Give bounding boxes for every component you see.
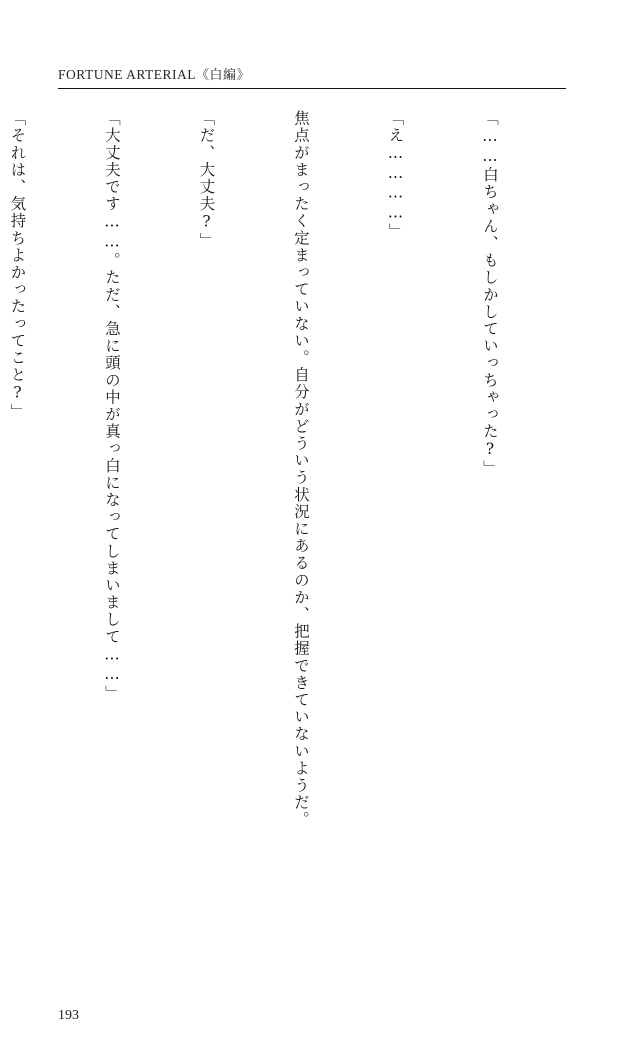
body-text-area — [8, 110, 568, 960]
header-rule — [58, 88, 566, 89]
paragraph: 「……白ちゃん、もしかしていっちゃった?」 — [481, 110, 499, 477]
page-number: 193 — [58, 1008, 79, 1023]
paragraph: 焦点がまったく定まっていない。自分がどういう状況にあるのか、把握できていないようだ。 — [292, 110, 310, 829]
paragraph: 「大丈夫です……。ただ、急に頭の中が真っ白になってしまいまして……」 — [103, 110, 121, 702]
running-head-subtitle: 《白編》 — [196, 68, 251, 83]
paragraph: 「え…………」 — [386, 110, 405, 241]
paragraph: 「だ、大丈夫?」 — [197, 110, 216, 250]
paragraph: 「それは、気持ちよかったってこと?」 — [8, 110, 27, 421]
running-head — [58, 64, 250, 83]
running-head-title: FORTUNE ARTERIAL — [58, 67, 197, 82]
vertical-text-block — [0, 110, 568, 950]
